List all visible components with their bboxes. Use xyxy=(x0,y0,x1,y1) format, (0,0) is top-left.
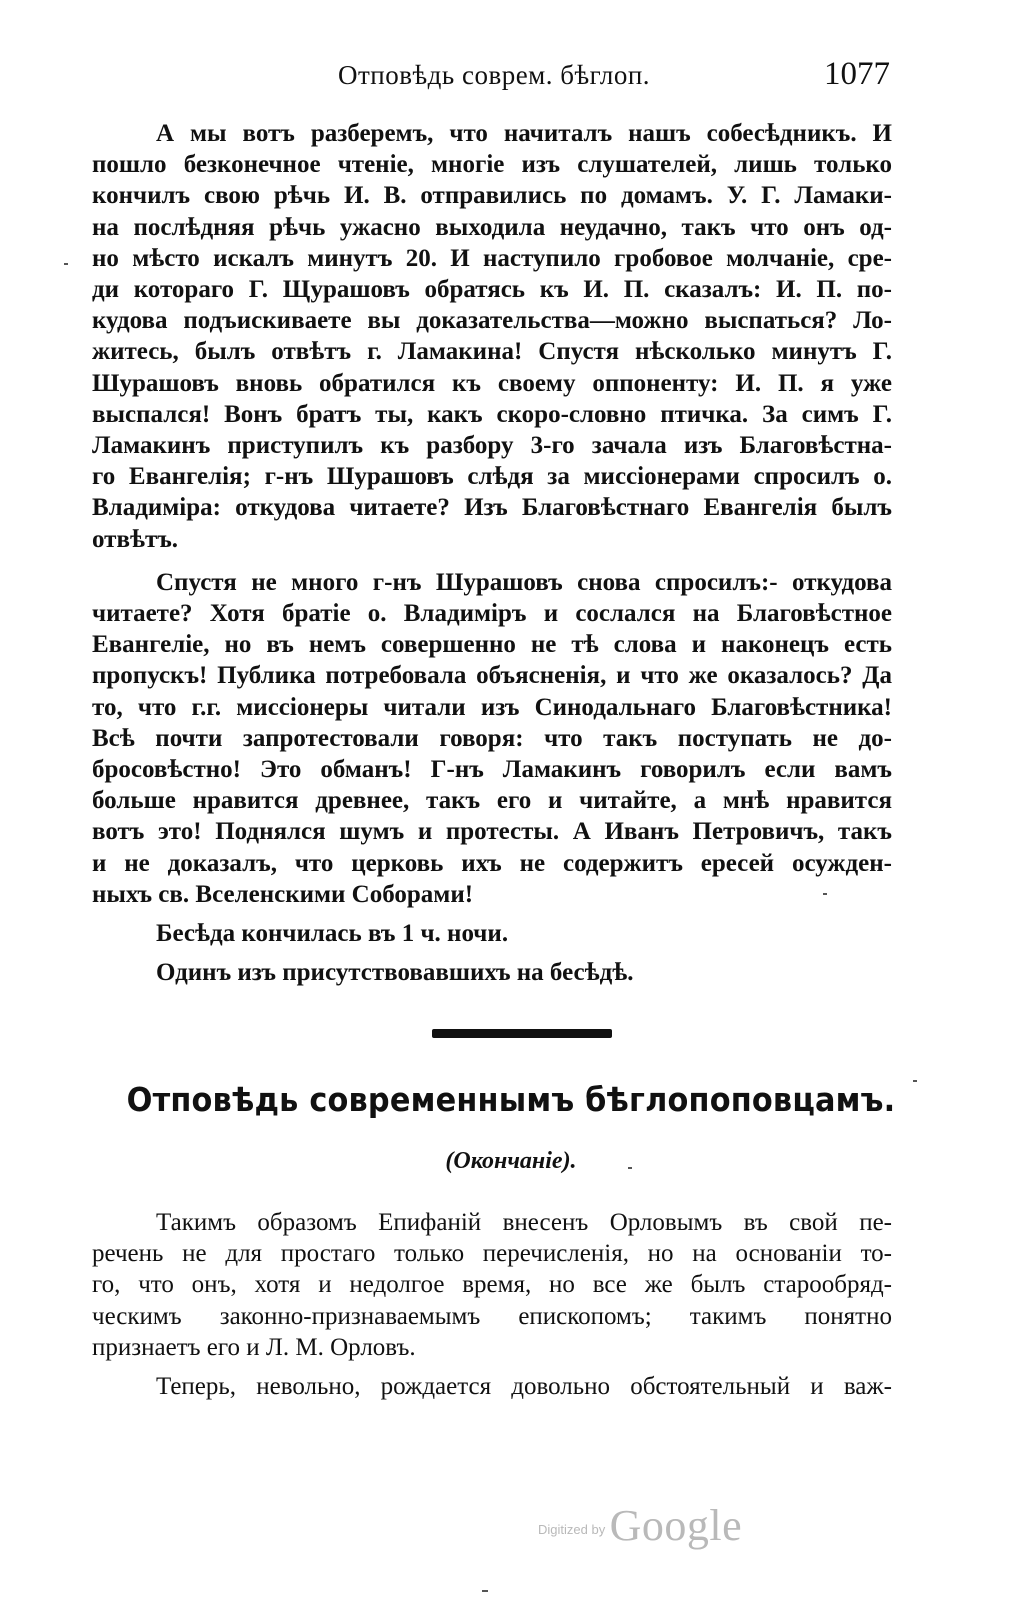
text-line: Теперь, невольно, рождается довольно обстоятельный и важ- xyxy=(156,1373,892,1401)
text-line: А мы вотъ разберемъ, что начиталъ нашъ собесѣдникъ. И xyxy=(156,120,892,147)
section-divider xyxy=(432,1029,612,1038)
text-line: ныхъ св. Вселенскими Соборами! xyxy=(92,880,474,908)
scan-speck xyxy=(628,1167,632,1169)
running-title: Отповѣдь соврем. бѣглоп. xyxy=(338,60,651,90)
text-line: на послѣдняя рѣчь ужасно выходила неудачно, такъ что онъ од- xyxy=(92,213,892,241)
text-line: пошло безконечное чтеніе, многіе изъ слушателей, лишь только xyxy=(92,151,892,179)
scan-speck xyxy=(913,1080,917,1082)
scan-speck xyxy=(482,1590,488,1592)
text-line: но мѣсто искалъ минутъ 20. И наступило гробовое молчаніе, сре- xyxy=(92,244,892,272)
section-body xyxy=(92,1207,892,1402)
text-line: то, что г.г. миссіонеры читали изъ Синодальнаго Благовѣстника! xyxy=(92,693,892,721)
text-line: Такимъ образомъ Епифаній внесенъ Орловымъ въ свой пе- xyxy=(156,1209,892,1236)
text-line: вотъ это! Поднялся шумъ и протесты. А Иванъ Петровичъ, такъ xyxy=(92,818,892,846)
text-line: Шурашовъ вновь обратился къ своему оппоненту: И. П. я уже xyxy=(92,369,892,397)
text-line: го, что онъ, хотя и недолгое время, но все же былъ старообряд- xyxy=(92,1271,892,1299)
text-line: Владиміра: откудова читаете? Изъ Благовѣстнаго Евангелія былъ xyxy=(92,494,892,522)
text-line: ди котораго Г. Щурашовъ обратясь къ И. П. сказалъ: И. П. по- xyxy=(92,276,892,304)
paragraph-2 xyxy=(92,567,892,910)
text-line: кудова подъискиваете вы доказательства—можно выспаться? Ло- xyxy=(92,307,892,335)
text-line: житесь, былъ отвѣтъ г. Ламакина! Спустя нѣсколько минутъ Г. xyxy=(92,338,892,366)
closing-line: Бесѣда кончилась въ 1 ч. ночи. xyxy=(156,920,509,948)
scan-speck xyxy=(64,263,68,265)
section-title: Отповѣдь современнымъ бѣглопоповцамъ. xyxy=(126,1080,896,1119)
text-line: го Евангелія; г-нъ Шурашовъ слѣдя за миссіонерами спросилъ о. xyxy=(92,463,892,491)
google-logo: Google xyxy=(609,1501,743,1550)
section-paragraph-1 xyxy=(92,1207,892,1363)
signature: Одинъ изъ присутствовавшихъ на бесѣдѣ. xyxy=(156,959,634,987)
text-line: пропускъ! Публика потребовала объясненія, и что же оказалось? Да xyxy=(92,662,892,690)
text-line: и не доказалъ, что церковь ихъ не содержитъ ересей осужден- xyxy=(92,849,892,877)
digitized-by-google-watermark xyxy=(538,1500,742,1550)
scan-speck xyxy=(823,893,827,895)
watermark-prefix: Digitized by xyxy=(538,1522,606,1537)
page-number: 1077 xyxy=(824,56,890,92)
running-header xyxy=(90,56,890,100)
text-line: Спустя не много г-нъ Шурашовъ снова спросилъ:- откудова xyxy=(156,568,892,596)
text-line: Всѣ почти запротестовали говоря: что такъ поступать не до- xyxy=(92,724,892,752)
text-line: больше нравится древнее, такъ его и читайте, а мнѣ нравится xyxy=(92,787,892,815)
text-line: отвѣтъ. xyxy=(92,525,179,553)
text-line: ческимъ законно-признаваемымъ епископомъ; такимъ понятно xyxy=(92,1302,892,1330)
text-line: признаетъ его и Л. М. Орловъ. xyxy=(92,1333,416,1361)
text-line: Евангеліе, но въ немъ совершенно не тѣ слова и наконецъ есть xyxy=(92,631,892,659)
text-line: речень не для простаго только перечисленія, но на основаніи то- xyxy=(92,1240,892,1268)
text-line: кончилъ свою рѣчь И. В. отправились по домамъ. У. Г. Ламаки- xyxy=(92,182,892,210)
text-line: выспался! Вонъ братъ ты, какъ скоро-словно птичка. За симъ Г. xyxy=(92,400,892,428)
article-ending xyxy=(92,118,892,988)
paragraph-1 xyxy=(92,118,892,555)
text-line: читаете? Хотя братіе о. Владиміръ и сослался на Благовѣстное xyxy=(92,600,892,628)
text-line: бросовѣстно! Это обманъ! Г-нъ Ламакинъ говорилъ если вамъ xyxy=(92,756,892,784)
text-line: Ламакинъ приступилъ къ разбору 3-го зачала изъ Благовѣстна- xyxy=(92,432,892,460)
section-subtitle: (Окончаніе). xyxy=(445,1148,577,1174)
